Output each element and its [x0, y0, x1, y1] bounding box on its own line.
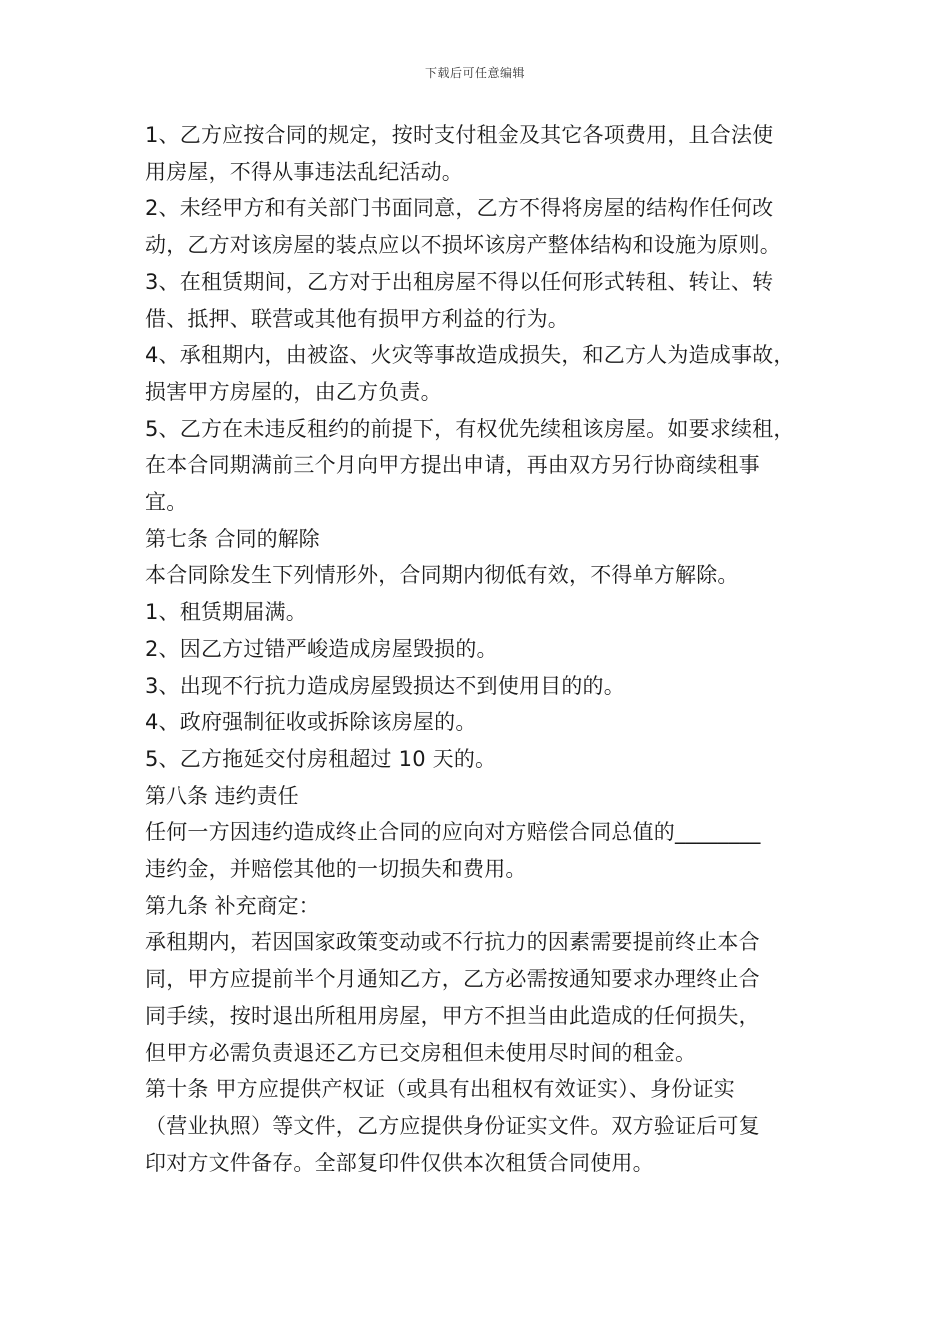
section-heading-article-7: 第七条 合同的解除: [145, 526, 320, 551]
clause-text-line: 本合同除发生下列情形外，合同期内彻低有效，不得单方解除。: [145, 563, 739, 588]
clause-text-line: 同，甲方应提前半个月通知乙方，乙方必需按通知要求办理终止合: [145, 967, 760, 992]
clause-text-line: 3、在租赁期间，乙方对于出租房屋不得以任何形式转租、转让、转: [145, 269, 774, 294]
clause-text-line: 1、租赁期届满。: [145, 600, 307, 625]
clause-text-line: 4、承租期内，由被盗、火灾等事故造成损失，和乙方人为造成事故，: [145, 343, 795, 368]
clause-text-line: 1、乙方应按合同的规定，按时支付租金及其它各项费用，且合法使: [145, 123, 774, 147]
clause-text-line: 4、政府强制征收或拆除该房屋的。: [145, 710, 477, 735]
clause-text-line: 用房屋，不得从事违法乱纪活动。: [145, 159, 463, 184]
clause-text-line: 印对方文件备存。全部复印件仅供本次租赁合同使用。: [145, 1150, 654, 1175]
clause-text-line: 2、未经甲方和有关部门书面同意，乙方不得将房屋的结构作任何改: [145, 196, 774, 221]
page-header-note: 下载后可任意编辑: [424, 66, 525, 80]
clause-text-line: 同手续，按时退出所租用房屋，甲方不担当由此造成的任何损失，: [145, 1003, 760, 1028]
clause-text-line: 5、乙方在未违反租约的前提下，有权优先续租该房屋。如要求续租，: [145, 416, 795, 441]
clause-text-line: 5、乙方拖延交付房租超过 10 天的。: [145, 746, 497, 771]
document-body: [145, 117, 825, 1181]
clause-text-line: 宜。: [145, 490, 188, 515]
clause-text-line: 动，乙方对该房屋的装点应以不损坏该房产整体结构和设施为原则。: [145, 233, 781, 258]
clause-text-line: 任何一方因违约造成终止合同的应向对方赔偿合同总值的________: [145, 820, 761, 845]
clause-text-line: 违约金，并赔偿其他的一切损失和费用。: [145, 857, 527, 882]
clause-text-line: 损害甲方房屋的，由乙方负责。: [145, 379, 442, 404]
clause-text-line: 承租期内，若因国家政策变动或不行抗力的因素需要提前终止本合: [145, 930, 760, 955]
clause-text-line: 2、因乙方过错严峻造成房屋毁损的。: [145, 636, 498, 661]
section-heading-article-8: 第八条 违约责任: [145, 783, 299, 808]
section-heading-article-9: 第九条 补充商定：: [145, 893, 320, 918]
clause-text-line: 在本合同期满前三个月向甲方提出申请，再由双方另行协商续租事: [145, 453, 760, 478]
clause-text-line: 借、抵押、联营或其他有损甲方利益的行为。: [145, 306, 569, 331]
clause-text-line: （营业执照）等文件，乙方应提供身份证实文件。双方验证后可复: [145, 1113, 760, 1138]
section-heading-article-10: 第十条 甲方应提供产权证（或具有出租权有效证实）、身份证实: [145, 1077, 735, 1102]
clause-text-line: 3、出现不行抗力造成房屋毁损达不到使用目的的。: [145, 673, 625, 698]
clause-text-line: 但甲方必需负责退还乙方已交房租但未使用尽时间的租金。: [145, 1040, 697, 1065]
